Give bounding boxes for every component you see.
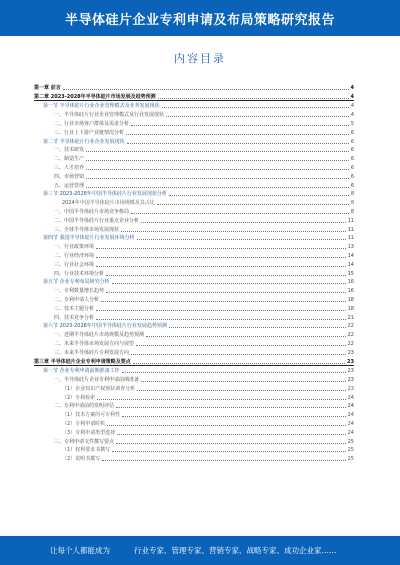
- toc-entry[interactable]: [34, 180, 354, 189]
- toc-entry[interactable]: [34, 356, 354, 366]
- toc-entry-label: （2）专利申请时机: [62, 421, 106, 428]
- toc-leader-dots: [122, 371, 346, 373]
- toc-entry-label: 一、中国半导体硅片市场竞争格局: [54, 208, 130, 215]
- toc-entry[interactable]: [34, 383, 354, 392]
- toc-entry-page: 6: [350, 156, 354, 163]
- toc-entry[interactable]: [34, 329, 354, 338]
- toc-entry-label: 三、专利申请文件撰写要点: [54, 438, 115, 445]
- toc-entry[interactable]: [34, 401, 354, 410]
- toc-entry[interactable]: [34, 82, 354, 91]
- toc-entry-page: 23: [347, 358, 354, 365]
- toc-entry-label: 五、运营管理: [54, 182, 85, 189]
- toc-leader-dots: [137, 389, 345, 391]
- toc-leader-dots: [112, 450, 345, 452]
- toc-leader-dots: [86, 186, 349, 188]
- toc-leader-dots: [162, 106, 349, 108]
- toc-entry-label: 四、技术竞争分析: [54, 314, 95, 321]
- toc-entry-label: 三、行业社会环境: [54, 261, 95, 268]
- toc-entry[interactable]: [34, 153, 354, 162]
- toc-entry-page: 8: [350, 208, 354, 215]
- toc-entry-page: 6: [350, 173, 354, 180]
- toc-leader-dots: [96, 309, 346, 311]
- toc-entry-page: 25: [347, 447, 354, 454]
- toc-entry[interactable]: [34, 233, 354, 242]
- toc-entry-label: 三、技术主题分析: [54, 305, 95, 312]
- toc-entry[interactable]: [34, 171, 354, 180]
- toc-entry-page: 6: [350, 182, 354, 189]
- report-title: 半导体硅片企业专利申请及布局策略研究报告: [64, 12, 335, 28]
- toc-entry[interactable]: [34, 259, 354, 268]
- toc-leader-dots: [126, 133, 349, 135]
- toc-entry-label: 一、技术研发: [54, 147, 85, 154]
- toc-entry[interactable]: [34, 427, 354, 436]
- toc-entry-page: 6: [350, 164, 354, 171]
- toc-entry-page: 23: [347, 349, 354, 356]
- toc-leader-dots: [141, 380, 346, 382]
- toc-leader-dots: [116, 442, 346, 444]
- toc-entry-page: 8: [350, 200, 354, 207]
- toc-entry-label: 一、近期半导体硅片市场规模及趋势预测: [54, 332, 145, 339]
- toc-leader-dots: [136, 344, 346, 346]
- toc-leader-dots: [86, 177, 349, 179]
- toc-entry[interactable]: [34, 285, 354, 294]
- toc-entry[interactable]: [34, 277, 354, 286]
- toc-entry-page: 11: [347, 235, 354, 242]
- toc-entry-page: 8: [350, 191, 354, 198]
- toc-entry[interactable]: [34, 145, 354, 154]
- toc-entry-label: 四、市场营销: [54, 173, 85, 180]
- toc-leader-dots: [166, 115, 349, 117]
- toc-entry-label: 第四节 我国半导体硅片行业发展环境分析: [43, 235, 135, 242]
- footer-slogan-right: 行业专家、管理专家、营销专家、战略专家、成功企业家……: [134, 546, 337, 555]
- toc-entry[interactable]: [34, 197, 354, 206]
- toc-entry-label: 二、行业经济环境: [54, 252, 95, 259]
- toc-entry-label: 二、专利申请前的发明评估: [54, 403, 115, 410]
- toc-leader-dots: [158, 97, 349, 99]
- toc-entry-page: 18: [347, 305, 354, 312]
- toc-leader-dots: [157, 203, 349, 205]
- toc-entry-page: 24: [347, 394, 354, 401]
- toc-entry-page: 25: [347, 438, 354, 445]
- toc-entry-page: 18: [347, 296, 354, 303]
- toc-entry-page: 21: [347, 314, 354, 321]
- toc-leader-dots: [107, 424, 345, 426]
- toc-entry-label: 第一节 半导体硅片行业企业管理模式及业务发展现状: [43, 103, 160, 110]
- toc-entry[interactable]: [34, 392, 354, 401]
- table-of-contents: [34, 82, 354, 530]
- toc-leader-dots: [146, 335, 346, 337]
- toc-leader-dots: [101, 300, 346, 302]
- toc-entry-label: 三、全球半导体市场发展现状: [54, 226, 120, 233]
- toc-entry-page: 6: [350, 147, 354, 154]
- toc-entry-label: 二、行业市场客户群体及需求分析: [54, 120, 130, 127]
- toc-entry[interactable]: [34, 366, 354, 375]
- toc-entry-page: 22: [347, 332, 354, 339]
- toc-leader-dots: [96, 247, 346, 249]
- toc-entry-label: 二、未来半导体市场发展方向与展望: [54, 340, 135, 347]
- toc-entry-page: 6: [350, 129, 354, 136]
- toc-entry[interactable]: [34, 136, 354, 145]
- toc-leader-dots: [127, 142, 349, 144]
- toc-entry-label: 一、行业政策环境: [54, 244, 95, 251]
- toc-entry-label: 第三章 半导体硅片企业专利申请策略及要点: [34, 358, 131, 365]
- toc-leader-dots: [106, 291, 346, 293]
- toc-entry[interactable]: [34, 418, 354, 427]
- toc-leader-dots: [106, 274, 346, 276]
- toc-entry-page: 24: [347, 429, 354, 436]
- toc-entry-label: 第五节 企业专利布局研究分析: [43, 279, 110, 286]
- toc-entry-label: （2）专利检索: [62, 394, 96, 401]
- toc-entry-page: 24: [347, 403, 354, 410]
- toc-entry-label: 第二节 半导体硅片行业企业发展现状: [43, 138, 125, 145]
- toc-entry[interactable]: [34, 436, 354, 445]
- toc-entry-page: 15: [347, 270, 354, 277]
- toc-entry[interactable]: [34, 109, 354, 118]
- toc-leader-dots: [97, 398, 345, 400]
- toc-entry-label: 二、制造生产: [54, 156, 85, 163]
- toc-entry[interactable]: [34, 445, 354, 454]
- toc-leader-dots: [121, 230, 346, 232]
- toc-leader-dots: [116, 406, 346, 408]
- toc-entry-page: 22: [347, 340, 354, 347]
- toc-leader-dots: [137, 238, 346, 240]
- toc-leader-dots: [96, 318, 346, 320]
- toc-entry[interactable]: [34, 347, 354, 356]
- footer-slogan-left: 让每个人都能成为: [50, 546, 110, 555]
- toc-leader-dots: [102, 459, 345, 461]
- toc-entry[interactable]: [34, 162, 354, 171]
- toc-entry-page: 4: [350, 93, 354, 100]
- toc-entry-label: 二、中国半导体硅片行业重点企业分析: [54, 217, 140, 224]
- toc-leader-dots: [169, 194, 349, 196]
- toc-entry-page: 23: [347, 368, 354, 375]
- toc-leader-dots: [86, 159, 349, 161]
- toc-entry-label: 三、人才培养: [54, 164, 85, 171]
- toc-leader-dots: [117, 433, 345, 435]
- toc-entry[interactable]: [34, 224, 354, 233]
- toc-entry[interactable]: [34, 268, 354, 277]
- toc-entry-label: 一、半导体硅片企业专利申请前期准备: [54, 377, 140, 384]
- toc-entry-page: 22: [347, 323, 354, 330]
- toc-entry-page: 23: [347, 385, 354, 392]
- toc-entry[interactable]: [34, 409, 354, 418]
- toc-entry[interactable]: [34, 127, 354, 136]
- toc-entry[interactable]: [34, 294, 354, 303]
- toc-entry-label: 第三节 2023-2028年中国半导体硅片行业发展现状分析: [43, 191, 167, 198]
- toc-entry[interactable]: [34, 91, 354, 101]
- toc-leader-dots: [131, 212, 349, 214]
- toc-entry-label: 一、半导体硅片行业企业管理模式及行业发展现状: [54, 112, 165, 119]
- toc-entry-page: 13: [347, 244, 354, 251]
- toc-entry-page: 14: [347, 261, 354, 268]
- toc-entry[interactable]: [34, 215, 354, 224]
- toc-leader-dots: [86, 150, 349, 152]
- toc-entry-label: （1）权利要求书撰写: [62, 447, 111, 454]
- toc-entry[interactable]: [34, 374, 354, 383]
- toc-leader-dots: [131, 124, 349, 126]
- toc-leader-dots: [96, 256, 346, 258]
- toc-entry-page: 24: [347, 412, 354, 419]
- toc-entry[interactable]: [34, 453, 354, 462]
- toc-leader-dots: [86, 168, 349, 170]
- toc-entry-page: 4: [350, 84, 354, 91]
- toc-entry-label: 一、专利数量增长趋势: [54, 288, 105, 295]
- toc-leader-dots: [131, 353, 346, 355]
- toc-entry-page: 14: [347, 252, 354, 259]
- toc-entry-page: 6: [350, 138, 354, 145]
- toc-entry-label: 三、行业上下游产业链情况分析: [54, 129, 125, 136]
- toc-entry[interactable]: [34, 118, 354, 127]
- toc-entry-page: 11: [347, 226, 354, 233]
- toc-entry-page: 23: [347, 377, 354, 384]
- toc-entry-page: 4: [350, 103, 354, 110]
- toc-entry-label: （3）专利申请类型选择: [62, 429, 116, 436]
- toc-entry[interactable]: [34, 303, 354, 312]
- toc-entry[interactable]: [34, 189, 354, 198]
- toc-leader-dots: [96, 265, 346, 267]
- toc-entry-page: 16: [347, 279, 354, 286]
- toc-entry[interactable]: [34, 312, 354, 321]
- toc-entry-label: 二、专利申请人分析: [54, 296, 100, 303]
- toc-leader-dots: [133, 362, 345, 364]
- toc-entry-label: 三、未来半导体硅片专利发展方向: [54, 349, 130, 356]
- toc-entry-label: （1）企业知识产权现状调查分析: [62, 385, 136, 392]
- toc-leader-dots: [112, 282, 346, 284]
- toc-entry[interactable]: [34, 241, 354, 250]
- toc-leader-dots: [63, 88, 349, 90]
- toc-entry-page: 25: [347, 456, 354, 463]
- toc-entry-page: 24: [347, 421, 354, 428]
- toc-entry-label: （1）技术方案的可专利性: [62, 412, 121, 419]
- page-header: [0, 0, 400, 36]
- toc-entry[interactable]: [34, 206, 354, 215]
- page-footer: [0, 536, 400, 565]
- toc-heading: 内容目录: [174, 52, 226, 65]
- toc-leader-dots: [141, 221, 346, 223]
- toc-entry-page: 4: [350, 112, 354, 119]
- toc-entry-page: 5: [350, 120, 354, 127]
- toc-entry-label: 第二章 2023-2028年半导体硅片市场发展及趋势预测: [34, 93, 156, 100]
- toc-entry-label: 第一章 前言: [34, 84, 61, 91]
- toc-entry[interactable]: [34, 338, 354, 347]
- toc-entry[interactable]: [34, 250, 354, 259]
- toc-entry-page: 16: [347, 288, 354, 295]
- toc-entry-label: （2）说明书撰写: [62, 456, 101, 463]
- toc-entry-page: 11: [347, 217, 354, 224]
- toc-entry-label: 四、行业技术环境分析: [54, 270, 105, 277]
- toc-leader-dots: [122, 415, 345, 417]
- toc-entry-label: 第六节 2023-2028年中国半导体硅片行业发展趋势预测: [43, 323, 167, 330]
- toc-leader-dots: [169, 326, 346, 328]
- toc-entry-label: 2024年中国半导体硅片市场规模及其占比: [62, 200, 155, 207]
- toc-entry-label: 第一节 企业专利申请前期准备工作: [43, 368, 120, 375]
- toc-entry[interactable]: [34, 101, 354, 110]
- toc-entry[interactable]: [34, 321, 354, 330]
